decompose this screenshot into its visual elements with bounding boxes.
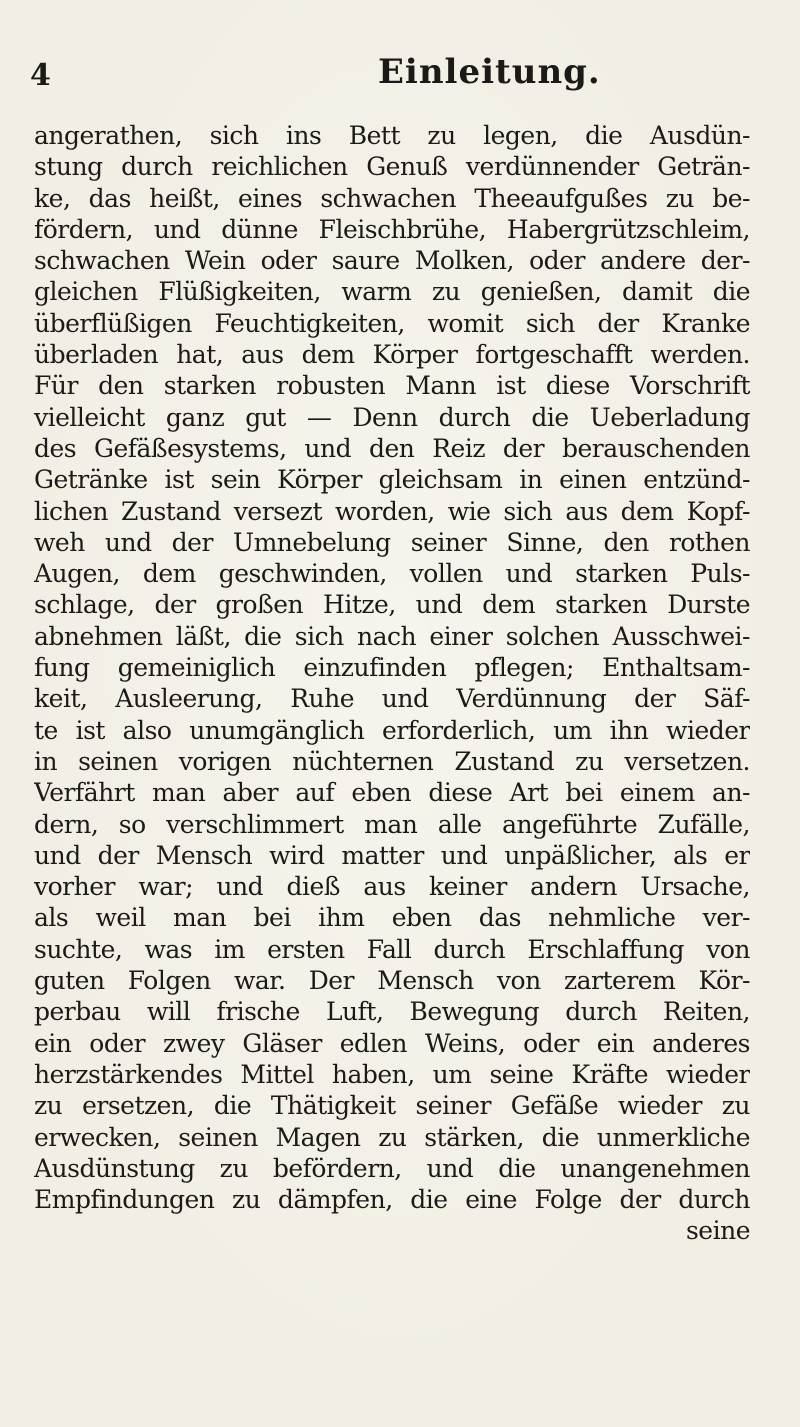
text-line: fördern, und dünne Fleischbrühe, Habergrützschleim, bbox=[34, 214, 750, 244]
catchword: seine bbox=[685, 1216, 750, 1246]
text-line: perbau will frische Luft, Bewegung durch Reiten, bbox=[34, 997, 750, 1027]
text-line: Ausdünstung zu befördern, und die unangenehmen bbox=[34, 1153, 750, 1183]
text-line: te ist also unumgänglich erforderlich, um ihn wieder bbox=[34, 715, 750, 745]
running-title: Einleitung. bbox=[378, 52, 601, 92]
text-line: Für den starken robusten Mann ist diese Vorschrift bbox=[34, 371, 750, 401]
text-line: gleichen Flüßigkeiten, warm zu genießen, damit die bbox=[34, 277, 750, 307]
text-line: guten Folgen war. Der Mensch von zarterem Kör- bbox=[34, 966, 750, 996]
text-line: suchte, was im ersten Fall durch Erschlaffung von bbox=[34, 934, 750, 964]
text-line: und der Mensch wird matter und unpäßlicher, als er bbox=[34, 840, 750, 870]
page-header bbox=[0, 52, 800, 92]
text-line: weh und der Umnebelung seiner Sinne, den rothen bbox=[34, 527, 750, 557]
page-number: 4 bbox=[30, 58, 51, 93]
text-line: vorher war; und dieß aus keiner andern Ursache, bbox=[34, 872, 750, 902]
text-line: als weil man bei ihm eben das nehmliche ver- bbox=[34, 903, 750, 933]
text-line: Getränke ist sein Körper gleichsam in einen entzünd- bbox=[34, 465, 750, 495]
text-line: keit, Ausleerung, Ruhe und Verdünnung der Säf- bbox=[34, 684, 750, 714]
text-line: überflüßigen Feuchtigkeiten, womit sich der Kranke bbox=[34, 308, 750, 338]
text-line: abnehmen läßt, die sich nach einer solchen Ausschwei- bbox=[34, 621, 750, 651]
text-line: ein oder zwey Gläser edlen Weins, oder ein anderes bbox=[34, 1028, 750, 1058]
text-line: fung gemeiniglich einzufinden pflegen; Enthaltsam- bbox=[34, 653, 750, 683]
text-line: stung durch reichlichen Genuß verdünnender Geträn- bbox=[34, 152, 750, 182]
text-line: herzstärkendes Mittel haben, um seine Kräfte wieder bbox=[34, 1059, 750, 1089]
text-line: vielleicht ganz gut — Denn durch die Ueberladung bbox=[34, 402, 750, 432]
text-line: überladen hat, aus dem Körper fortgeschafft werden. bbox=[34, 340, 750, 370]
text-line: lichen Zustand versezt worden, wie sich aus dem Kopf- bbox=[34, 496, 750, 526]
text-line: angerathen, sich ins Bett zu legen, die Ausdün- bbox=[34, 121, 750, 150]
text-line: Augen, dem geschwinden, vollen und starken Puls- bbox=[34, 559, 750, 589]
text-line: zu ersetzen, die Thätigkeit seiner Gefäße wieder zu bbox=[34, 1091, 750, 1121]
text-line: erwecken, seinen Magen zu stärken, die unmerkliche bbox=[34, 1122, 750, 1152]
text-line: des Gefäßesystems, und den Reiz der berauschenden bbox=[34, 433, 750, 463]
text-line: schwachen Wein oder saure Molken, oder andere der- bbox=[34, 246, 750, 276]
text-line: Empfindungen zu dämpfen, die eine Folge der durch bbox=[34, 1185, 750, 1215]
body-text bbox=[34, 120, 750, 1247]
text-line: schlage, der großen Hitze, und dem starken Durste bbox=[34, 590, 750, 620]
text-line: in seinen vorigen nüchternen Zustand zu versetzen. bbox=[34, 746, 750, 776]
text-line: ke, das heißt, eines schwachen Theeaufgußes zu be- bbox=[34, 183, 750, 213]
text-line: dern, so verschlimmert man alle angeführte Zufälle, bbox=[34, 809, 750, 839]
text-line: Verfährt man aber auf eben diese Art bei einem an- bbox=[34, 778, 750, 808]
